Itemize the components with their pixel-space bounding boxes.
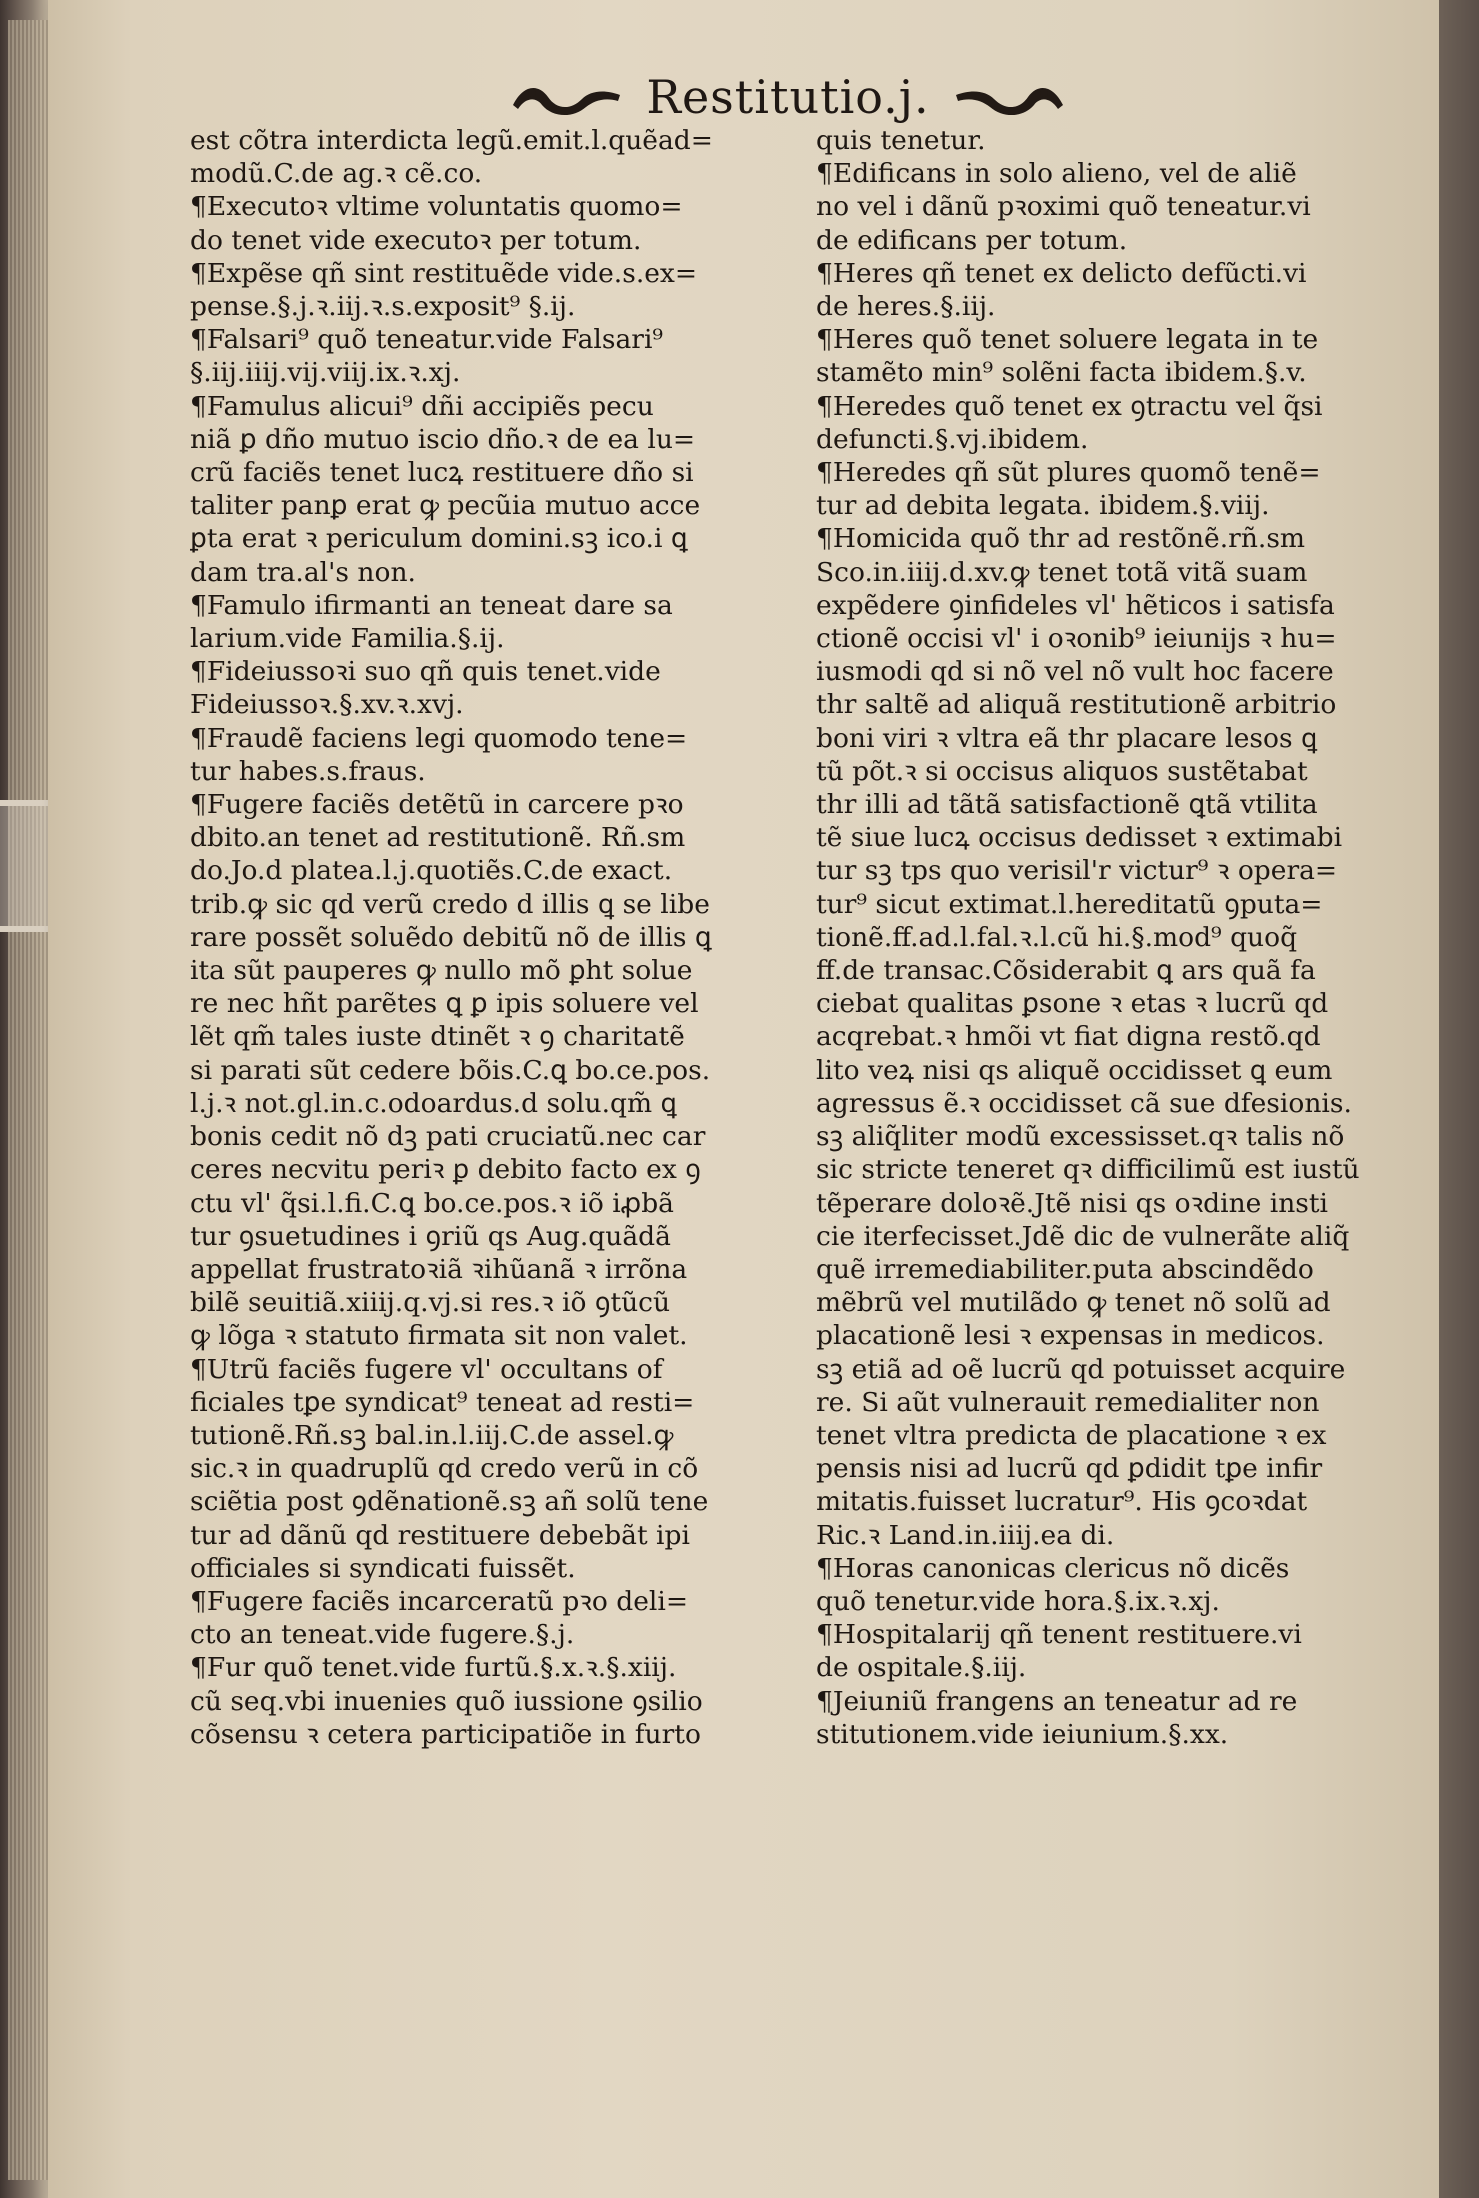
text-line: ¶Homicida quõ thr ad restõnẽ.rñ.sm	[816, 523, 1306, 555]
text-line: ¶Famulus alicui⁹ dñi accipiẽs pecu	[190, 390, 654, 422]
text-line: sic stricte teneret qꝛ difficilimũ est iustũ	[816, 1154, 1360, 1186]
text-line: pensis nisi ad lucrũ qd ꝑdidit tꝑe infir	[816, 1453, 1323, 1485]
text-line: ¶Expẽse qñ sint restituẽde vide.s.ex=	[190, 257, 698, 289]
text-line: ¶Executoꝛ vltime voluntatis quomo=	[190, 191, 683, 223]
text-line: stitutionem.vide ieiunium.§.xx.	[816, 1718, 1229, 1750]
text-line: dbito.an tenet ad restitutionẽ. Rñ.sm	[190, 822, 686, 854]
text-line: l.j.ꝛ not.gl.in.c.odoardus.d solu.qm̃ ꝗ	[190, 1087, 677, 1119]
text-line: thr illi ad tãtã satisfactionẽ ꝗtã vtilita	[816, 789, 1318, 821]
text-line: ¶Edificans in solo alieno, vel de aliẽ	[816, 158, 1297, 190]
text-line: boni viri ꝛ vltra eã thr placare lesos ꝗ	[816, 722, 1318, 754]
text-line: crũ faciẽs tenet lucꝝ restituere dño si	[190, 457, 694, 489]
text-line: niã ꝑ dño mutuo iscio dño.ꝛ de ea lu=	[190, 423, 696, 455]
text-line: ¶Fideiussoꝛi suo qñ quis tenet.vide	[190, 656, 661, 688]
text-line: ctu vl' q̃si.l.fi.C.ꝗ bo.ce.pos.ꝛ iõ iꝓbã	[190, 1187, 674, 1219]
left-ornament-icon	[508, 75, 628, 119]
text-line: ceres necvitu periꝛ ꝑ debito facto ex ꝯ	[190, 1154, 701, 1186]
text-line: do.Jo.d platea.l.j.quotiẽs.C.de exact.	[190, 855, 673, 887]
text-line: ff.de transac.Cõsiderabit ꝗ ars quã fa	[816, 955, 1316, 987]
text-line: appellat frustratoꝛiã ꝛihũanã ꝛ irrõna	[190, 1253, 688, 1285]
text-line: cõsensu ꝛ cetera participatiõe in furto	[190, 1718, 701, 1750]
text-line: Fideiussoꝛ.§.xv.ꝛ.xvj.	[190, 689, 464, 721]
text-line: ꝑta erat ꝛ periculum domini.sꝫ ico.i ꝗ	[190, 523, 688, 555]
page-edges	[8, 20, 48, 2180]
text-line: larium.vide Familia.§.ij.	[190, 623, 505, 655]
text-line: iusmodi qd si nõ vel nõ vult hoc facere	[816, 656, 1334, 688]
text-line: est cõtra interdicta legũ.emit.l.quẽad=	[190, 125, 713, 156]
text-line: tũ põt.ꝛ si occisus aliquos sustẽtabat	[816, 755, 1308, 787]
right-ornament-icon	[948, 75, 1068, 119]
text-line: taliter panꝑ erat ꝙ pecũia mutuo acce	[190, 490, 701, 522]
text-line: trib.ꝙ sic qd verũ credo d illis ꝗ se libe	[190, 888, 710, 920]
text-line: ꝙ lõga ꝛ statuto firmata sit non valet.	[190, 1320, 688, 1352]
text-line: defuncti.§.vj.ibidem.	[816, 423, 1089, 455]
text-line: ¶Heres qñ tenet ex delicto defũcti.vi	[816, 257, 1307, 289]
text-line: ¶Fur quõ tenet.vide furtũ.§.x.ꝛ.§.xiij.	[190, 1652, 677, 1684]
text-line: quõ tenetur.vide hora.§.ix.ꝛ.xj.	[816, 1585, 1220, 1617]
text-line: dam tra.al's non.	[190, 556, 416, 588]
text-line: tur ad debita legata. ibidem.§.viij.	[816, 490, 1270, 522]
text-line: sic.ꝛ in quadruplũ qd credo verũ in cõ	[190, 1453, 699, 1485]
text-line: ¶Hospitalarij qñ tenent restituere.vi	[816, 1619, 1302, 1651]
text-line: ¶Famulo ifirmanti an teneat dare sa	[190, 589, 673, 621]
text-line: expẽdere ꝯinfideles vl' hẽticos i satisfa	[816, 589, 1335, 621]
text-line: de edificans per totum.	[816, 224, 1128, 256]
text-line: bilẽ seuitiã.xiiij.q.vj.si res.ꝛ iõ ꝯtũcũ	[190, 1287, 671, 1319]
text-line: de heres.§.iij.	[816, 291, 996, 323]
text-line: ¶Jeiuniũ frangens an teneatur ad re	[816, 1685, 1298, 1717]
text-line: tẽ siue lucꝝ occisus dedisset ꝛ extimabi	[816, 822, 1343, 854]
text-line: re. Si aũt vulnerauit remedialiter non	[816, 1386, 1320, 1418]
text-line: ¶Utrũ faciẽs fugere vl' occultans of	[190, 1353, 663, 1385]
text-line: ¶Heredes qñ sũt plures quomõ tenẽ=	[816, 457, 1321, 489]
left-column	[190, 124, 762, 1751]
text-line: tenet vltra predicta de placatione ꝛ ex	[816, 1419, 1327, 1451]
text-line: tur ad dãnũ qd restituere debebãt ipi	[190, 1519, 690, 1551]
page-header	[478, 62, 1098, 132]
text-line: cũ seq.vbi inuenies quõ iussione ꝯsilio	[190, 1685, 703, 1717]
text-line: mitatis.fuisset lucratur⁹. His ꝯcoꝛdat	[816, 1486, 1308, 1518]
text-line: rare possẽt soluẽdo debitũ nõ de illis ꝗ	[190, 921, 712, 953]
text-line: quẽ irremediabiliter.puta abscindẽdo	[816, 1253, 1314, 1285]
text-line: ¶Heres quõ tenet soluere legata in te	[816, 324, 1319, 356]
text-line: tionẽ.ff.ad.l.fal.ꝛ.l.cũ hi.§.mod⁹ quoq̃	[816, 921, 1298, 953]
text-line: lito veꝝ nisi qs aliquẽ occidisset ꝗ eum	[816, 1054, 1333, 1086]
text-line: tutionẽ.Rñ.sꝫ bal.in.l.iij.C.de assel.ꝙ	[190, 1419, 674, 1451]
text-line: quis tenetur.	[816, 125, 986, 156]
text-line: placationẽ lesi ꝛ expensas in medicos.	[816, 1320, 1325, 1352]
text-line: modũ.C.de ag.ꝛ cẽ.co.	[190, 158, 483, 190]
text-line: ciebat qualitas ꝑsone ꝛ etas ꝛ lucrũ qd	[816, 988, 1329, 1020]
text-line: Sco.in.iiij.d.xv.ꝙ tenet totã vitã suam	[816, 556, 1308, 588]
text-line: agressus ẽ.ꝛ occidisset cã sue dfesionis.	[816, 1087, 1352, 1119]
text-line: re nec hñt parẽtes ꝗ ꝑ ipis soluere vel	[190, 988, 699, 1020]
text-line: ¶Fugere faciẽs incarceratũ pꝛo deli=	[190, 1585, 689, 1617]
text-line: cto an teneat.vide fugere.§.j.	[190, 1619, 575, 1651]
text-line: lẽt qm̃ tales iuste dtinẽt ꝛ ꝯ charitatẽ	[190, 1021, 685, 1053]
text-line: sꝫ etiã ad oẽ lucrũ qd potuisset acquire	[816, 1353, 1346, 1385]
text-line: Ric.ꝛ Land.in.iiij.ea di.	[816, 1519, 1115, 1551]
text-line: tur⁹ sicut extimat.l.hereditatũ ꝯputa=	[816, 888, 1323, 920]
text-line: acqrebat.ꝛ hmõi vt fiat digna restõ.qd	[816, 1021, 1321, 1053]
text-line: thr saltẽ ad aliquã restitutionẽ arbitrio	[816, 689, 1337, 721]
text-line: bonis cedit nõ dꝫ pati cruciatũ.nec car	[190, 1121, 706, 1153]
book-page	[48, 0, 1439, 2198]
text-line: tur habes.s.fraus.	[190, 755, 426, 787]
text-line: tur ꝯsuetudines i ꝯriũ qs Aug.quãdã	[190, 1220, 671, 1252]
text-line: no vel i dãnũ pꝛoximi quõ teneatur.vi	[816, 191, 1311, 223]
text-line: stamẽto min⁹ solẽni facta ibidem.§.v.	[816, 357, 1307, 389]
text-line: ¶Horas canonicas clericus nõ dicẽs	[816, 1552, 1290, 1584]
text-line: ¶Falsari⁹ quõ teneatur.vide Falsari⁹	[190, 324, 664, 356]
text-line: ¶Fraudẽ faciens legi quomodo tene=	[190, 722, 688, 754]
text-line: sꝫ aliq̃liter modũ excessisset.qꝛ talis nõ	[816, 1121, 1345, 1153]
text-line: ctionẽ occisi vl' i oꝛonib⁹ ieiunijs ꝛ hu=	[816, 623, 1337, 655]
text-line: pense.§.j.ꝛ.iij.ꝛ.s.exposit⁹ §.ij.	[190, 291, 576, 323]
text-line: sciẽtia post ꝯdẽnationẽ.sꝫ añ solũ tene	[190, 1486, 709, 1518]
background-edge	[1439, 0, 1479, 2198]
text-line: ita sũt pauperes ꝙ nullo mõ ꝑht solue	[190, 955, 693, 987]
text-line: ficiales tꝑe syndicat⁹ teneat ad resti=	[190, 1386, 695, 1418]
text-line: cie iterfecisset.Jdẽ dic de vulnerãte aliq̃	[816, 1220, 1350, 1252]
text-line: §.iij.iiij.vij.viij.ix.ꝛ.xj.	[190, 357, 461, 389]
text-line: de ospitale.§.iij.	[816, 1652, 1027, 1684]
text-line: tur sꝫ tps quo verisil'r victur⁹ ꝛ opera=	[816, 855, 1338, 887]
text-line: si parati sũt cedere bõis.C.ꝗ bo.ce.pos.	[190, 1054, 711, 1086]
text-line: do tenet vide executoꝛ per totum.	[190, 224, 642, 256]
running-title: Restitutio.j.	[646, 70, 930, 124]
text-line: tẽperare doloꝛẽ.Jtẽ nisi qs oꝛdine insti	[816, 1187, 1329, 1219]
text-line: ¶Fugere faciẽs detẽtũ in carcere pꝛo	[190, 789, 684, 821]
text-line: mẽbrũ vel mutilãdo ꝙ tenet nõ solũ ad	[816, 1287, 1331, 1319]
right-column	[816, 124, 1388, 1751]
text-line: officiales si syndicati fuissẽt.	[190, 1552, 576, 1584]
text-line: ¶Heredes quõ tenet ex ꝯtractu vel q̃si	[816, 390, 1323, 422]
